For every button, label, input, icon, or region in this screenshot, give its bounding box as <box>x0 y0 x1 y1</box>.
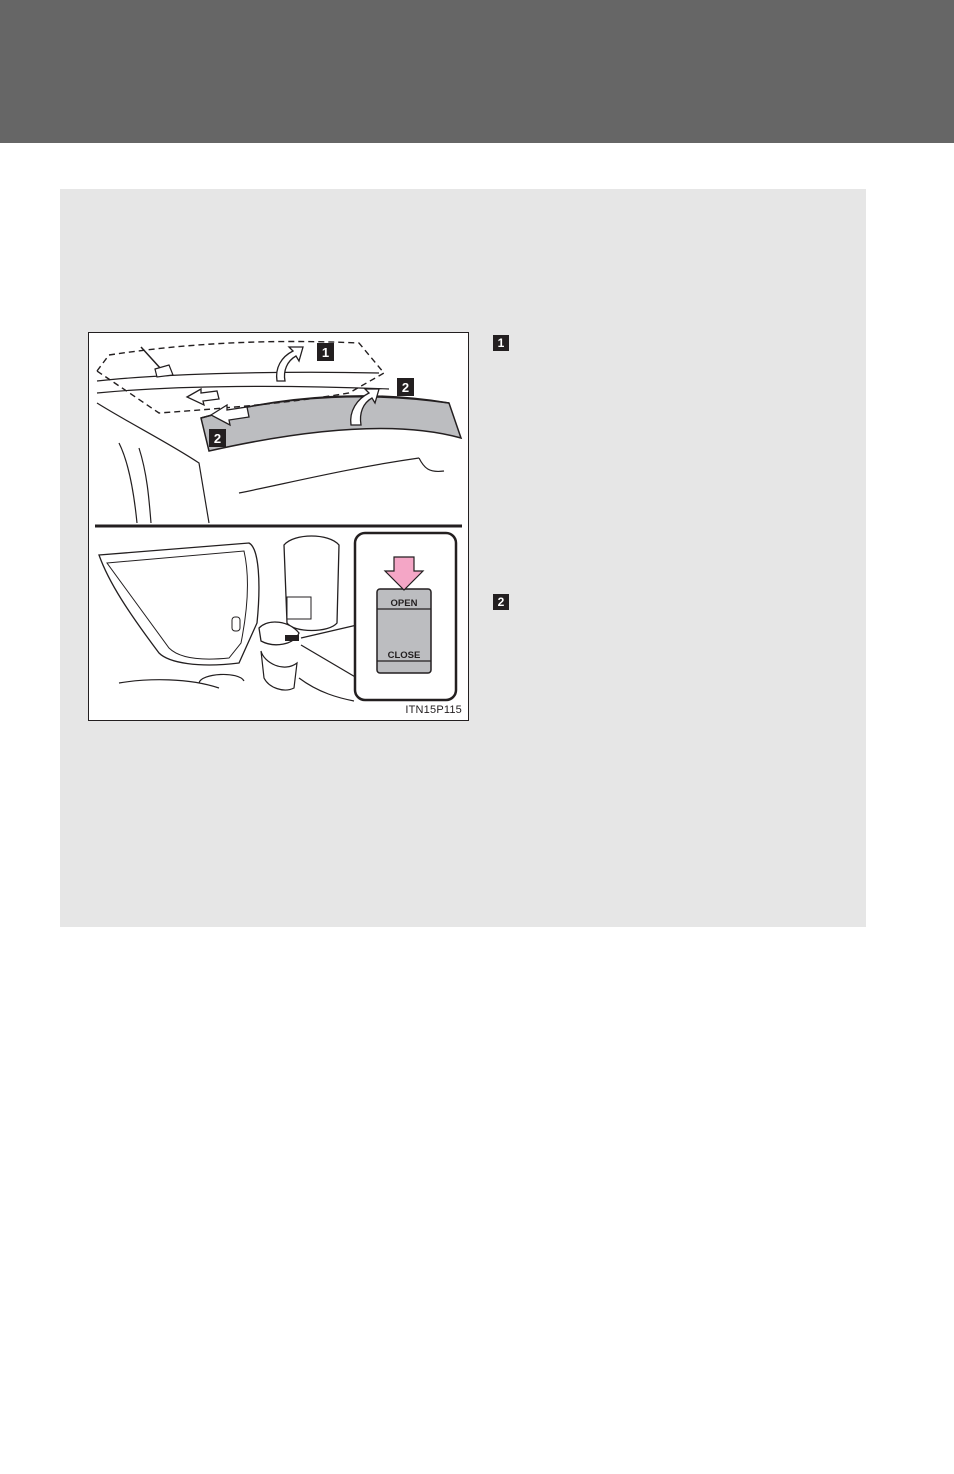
callout-2-right-label: 2 <box>401 380 410 395</box>
switch-zoom-box <box>355 533 456 700</box>
switch-close-label: CLOSE <box>387 650 421 661</box>
callout-1-label: 1 <box>321 345 330 360</box>
tilt-up-arrow-1 <box>277 347 303 381</box>
interior-view <box>99 536 357 701</box>
callout-2-left-label: 2 <box>213 431 222 446</box>
sunroof-illustration <box>88 332 469 721</box>
step-1-badge: 1 <box>493 335 509 351</box>
roof-exterior-view <box>97 342 461 524</box>
header-bar <box>0 0 954 143</box>
step-2-badge: 2 <box>493 594 509 610</box>
switch-open-label: OPEN <box>390 598 418 609</box>
figure-code: ITN15P115 <box>405 704 462 716</box>
slide-arrow-1 <box>187 389 219 405</box>
